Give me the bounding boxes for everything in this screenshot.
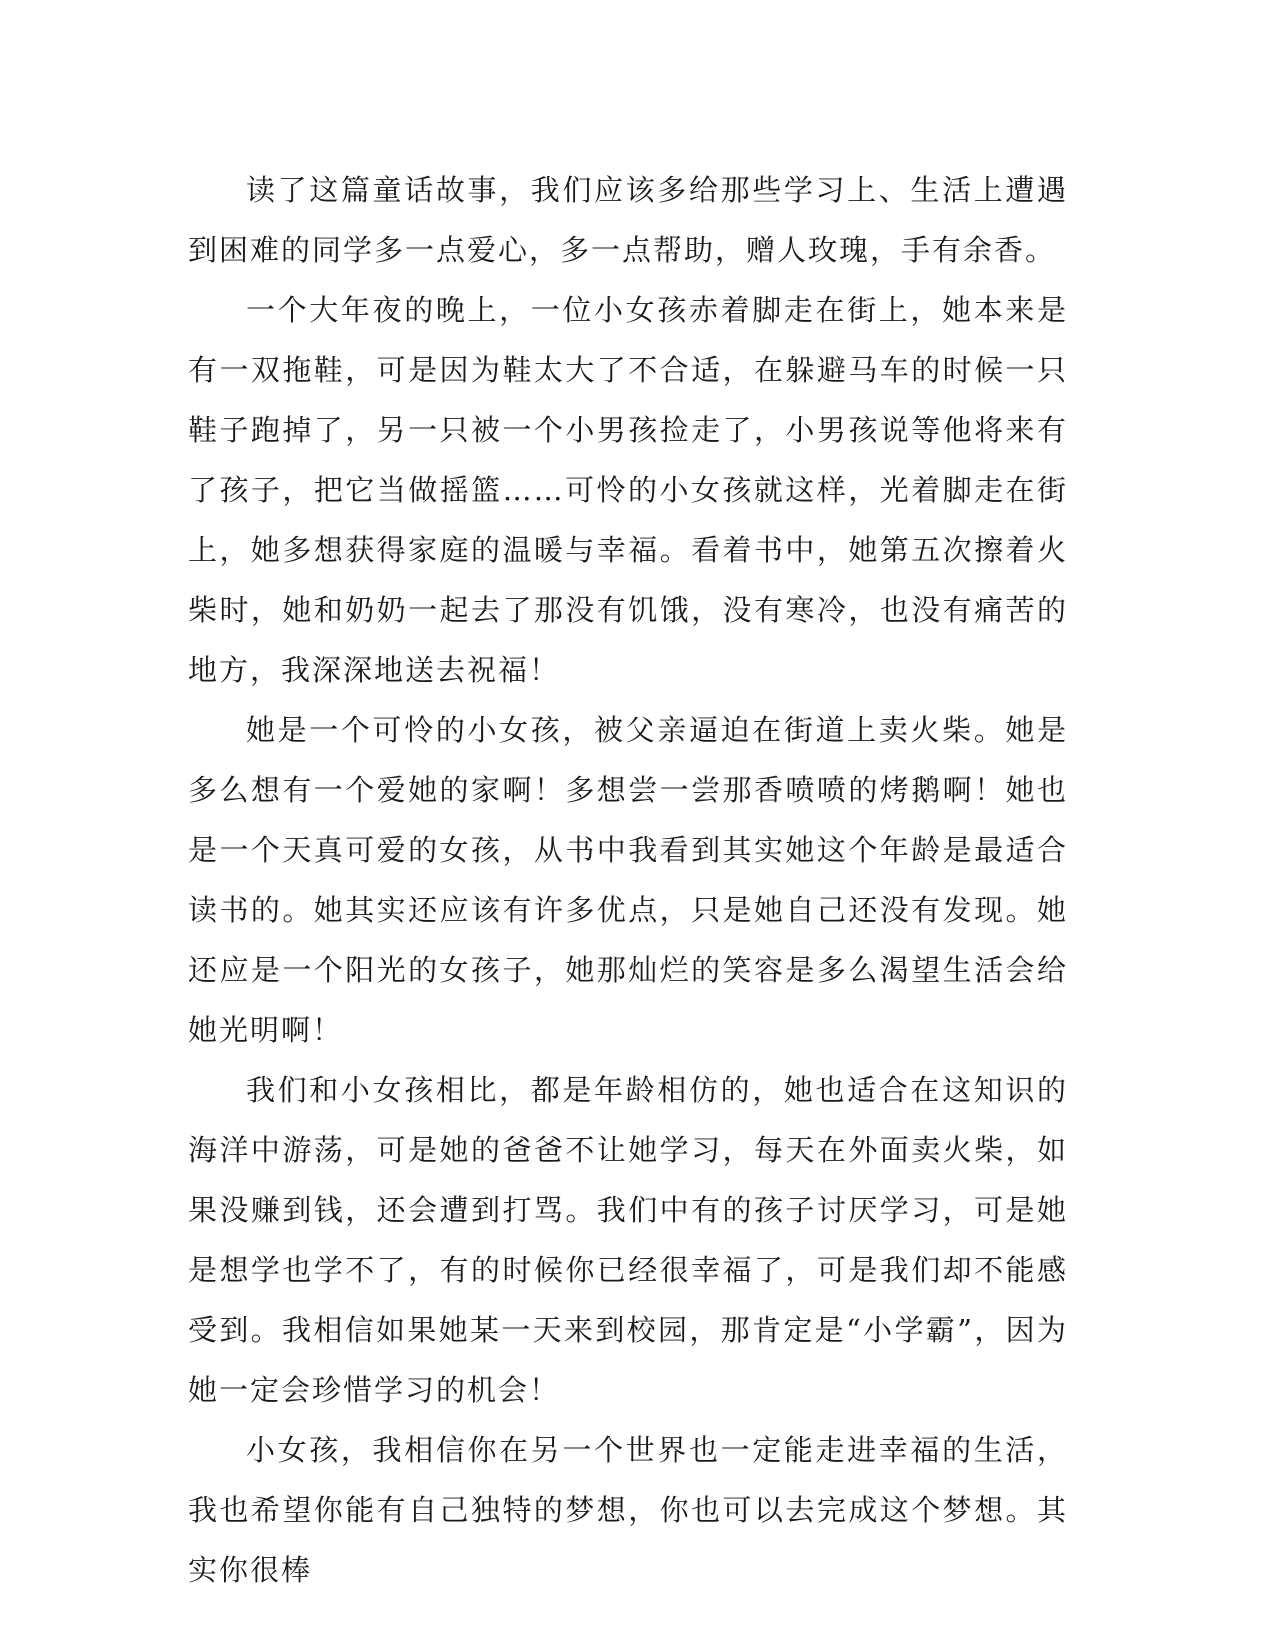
paragraph-1: 读了这篇童话故事，我们应该多给那些学习上、生活上遭遇到困难的同学多一点爱心，多一点帮助，赠人玫瑰，手有余香。: [188, 173, 1068, 267]
document-body: [188, 160, 1068, 1600]
paragraph-3: 她是一个可怜的小女孩，被父亲逼迫在街道上卖火柴。她是多么想有一个爱她的家啊！多想尝一尝那香喷喷的烤鹅啊！她也是一个天真可爱的女孩，从书中我看到其实她这个年龄是最适合读书的。她其实还应该有许多优点，只是她自己还没有发现。她还应是一个阳光的女孩子，她那灿烂的笑容是多么渴望生活会给她光明啊！: [188, 713, 1068, 1047]
paragraph-4: 我们和小女孩相比，都是年龄相仿的，她也适合在这知识的海洋中游荡，可是她的爸爸不让她学习，每天在外面卖火柴，如果没赚到钱，还会遭到打骂。我们中有的孩子讨厌学习，可是她是想学也学不了，有的时候你已经很幸福了，可是我们却不能感受到。我相信如果她某一天来到校园，那肯定是“小学霸”，因为她一定会珍惜学习的机会！: [188, 1073, 1068, 1407]
paragraph-2: 一个大年夜的晚上，一位小女孩赤着脚走在街上，她本来是有一双拖鞋，可是因为鞋太大了不合适，在躲避马车的时候一只鞋子跑掉了，另一只被一个小男孩捡走了，小男孩说等他将来有了孩子，把它当做摇篮……可怜的小女孩就这样，光着脚走在街上，她多想获得家庭的温暖与幸福。看着书中，她第五次擦着火柴时，她和奶奶一起去了那没有饥饿，没有寒冷，也没有痛苦的地方，我深深地送去祝福！: [188, 293, 1068, 687]
paragraph-5: 小女孩，我相信你在另一个世界也一定能走进幸福的生活，我也希望你能有自己独特的梦想，你也可以去完成这个梦想。其实你很棒: [188, 1433, 1068, 1587]
